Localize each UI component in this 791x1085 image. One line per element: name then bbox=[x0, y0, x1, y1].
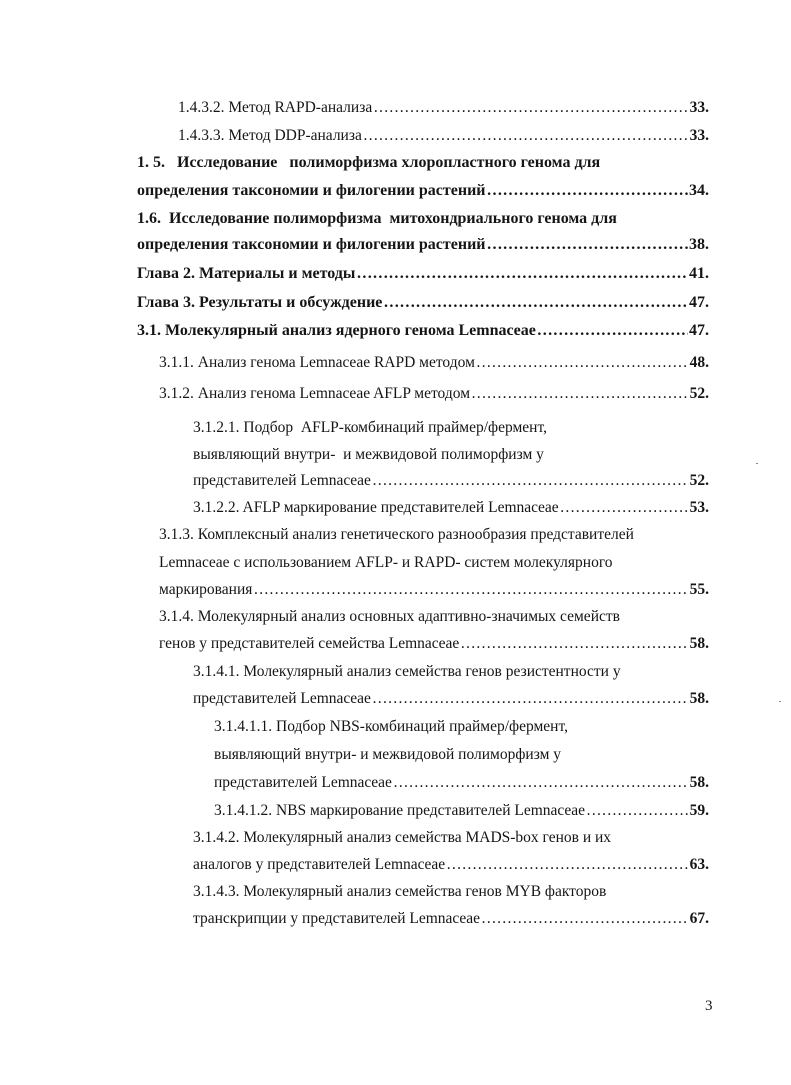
leader-dots bbox=[372, 689, 689, 709]
toc-page-ref: 47. bbox=[689, 322, 709, 339]
toc-page-ref: 67. bbox=[689, 910, 709, 927]
toc-page-ref: 59. bbox=[689, 802, 709, 819]
toc-entry-heading-line: 3.1.4.2. Молекулярный анализ семейства MADS-box генов и их bbox=[193, 829, 612, 846]
toc-entry-text: 1.4.3.2. Метод RAPD-анализа bbox=[178, 99, 373, 116]
toc-entry-heading-line: 3.1.4.3. Молекулярный анализ семейства генов MYB факторов bbox=[193, 883, 607, 900]
toc-page-ref: 41. bbox=[689, 265, 709, 282]
toc-page-ref: 52. bbox=[689, 472, 709, 489]
toc-entry bbox=[193, 909, 709, 929]
toc-entry-text: представителей Lemnaceae bbox=[193, 690, 371, 707]
toc-page-ref: 58. bbox=[689, 774, 709, 791]
toc-entry-text: аналогов у представителей Lemnaceae bbox=[193, 856, 446, 873]
leader-dots bbox=[383, 293, 688, 313]
leader-dots bbox=[393, 773, 689, 793]
toc-entry bbox=[214, 773, 709, 793]
toc-entry-text: 3.1. Молекулярный анализ ядерного генома Lemnaceae bbox=[137, 322, 536, 339]
leader-dots bbox=[487, 181, 688, 201]
toc-entry-heading-line: выявляющий внутри- и межвидовой полиморфизм у bbox=[214, 746, 562, 763]
leader-dots bbox=[487, 235, 688, 255]
leader-dots bbox=[560, 498, 689, 518]
toc-entry-heading-line: выявляющий внутри- и межвидовой полиморфизм у bbox=[193, 446, 544, 463]
toc-entry-text: представителей Lemnaceae bbox=[214, 774, 392, 791]
toc-entry bbox=[137, 321, 709, 341]
toc-entry bbox=[159, 353, 709, 373]
toc-page-ref: 47. bbox=[689, 294, 709, 311]
toc-entry bbox=[137, 293, 709, 313]
toc-page-ref: 33. bbox=[689, 99, 709, 116]
toc-entry bbox=[159, 634, 709, 654]
toc-page-ref: 58. bbox=[689, 635, 709, 652]
leader-dots bbox=[537, 321, 688, 341]
toc-entry bbox=[159, 384, 709, 404]
toc-entry-text: транскрипции у представителей Lemnaceae bbox=[193, 910, 480, 927]
toc-page-ref: 63. bbox=[689, 856, 709, 873]
toc-entry-heading-line: 1. 5. Исследование полиморфизма хлоропластного генома для bbox=[137, 154, 601, 171]
toc-entry-text: 3.1.2. Анализ генома Lemnaceae AFLP методом bbox=[159, 385, 471, 402]
toc-entry-heading-line: 3.1.4.1.1. Подбор NBS-комбинаций праймер/фермент, bbox=[214, 718, 568, 735]
toc-entry-heading-line: Lemnaceae с использованием AFLP- и RAPD- систем молекулярного bbox=[159, 554, 613, 571]
toc-entry bbox=[137, 235, 709, 255]
toc-entry bbox=[193, 471, 709, 491]
toc-entry bbox=[137, 181, 709, 201]
toc-entry-heading-line: 3.1.3. Комплексный анализ генетического разнообразия представителей bbox=[159, 526, 634, 543]
leader-dots bbox=[586, 801, 689, 821]
toc-entry bbox=[178, 98, 709, 118]
toc-entry bbox=[193, 855, 709, 875]
toc-entry-text: генов у представителей семейства Lemnaceae bbox=[159, 635, 460, 652]
toc-page-ref: 53. bbox=[689, 499, 709, 516]
leader-dots bbox=[253, 580, 688, 600]
toc-entry-text: определения таксономии и филогении растений bbox=[137, 182, 486, 199]
toc-page-ref: 48. bbox=[689, 354, 709, 371]
toc-entry bbox=[159, 580, 709, 600]
toc-page-ref: 33. bbox=[689, 127, 709, 144]
toc-page-ref: 55. bbox=[689, 581, 709, 598]
toc-entry bbox=[214, 801, 709, 821]
toc-entry bbox=[137, 264, 709, 284]
leader-dots bbox=[446, 855, 688, 875]
scan-speck bbox=[779, 701, 781, 702]
toc-entry-heading-line: 3.1.4. Молекулярный анализ основных адаптивно-значимых семейств bbox=[159, 608, 620, 625]
toc-entry-heading-line: 1.6. Исследование полиморфизма митохондриального генома для bbox=[137, 210, 617, 227]
toc-entry-text: определения таксономии и филогении растений bbox=[137, 236, 486, 253]
toc-entry-text: Глава 3. Результаты и обсуждение bbox=[137, 294, 383, 311]
toc-entry-heading-line: 3.1.2.1. Подбор AFLP-комбинаций праймер/фермент, bbox=[193, 419, 547, 436]
leader-dots bbox=[460, 634, 688, 654]
leader-dots bbox=[373, 98, 688, 118]
leader-dots bbox=[476, 353, 689, 373]
leader-dots bbox=[363, 126, 689, 146]
leader-dots bbox=[356, 264, 688, 284]
toc-page-ref: 38. bbox=[689, 236, 709, 253]
toc-entry-text: маркирования bbox=[159, 581, 253, 598]
toc-entry bbox=[178, 126, 709, 146]
toc-entry-text: 3.1.4.1.2. NBS маркирование представителей Lemnaceae bbox=[214, 802, 585, 819]
toc-page-ref: 58. bbox=[689, 690, 709, 707]
scan-speck bbox=[756, 463, 758, 464]
toc-page-ref: 52. bbox=[689, 385, 709, 402]
toc-page-ref: 34. bbox=[689, 182, 709, 199]
toc-entry-text: 3.1.2.2. AFLP маркирование представителей Lemnaceae bbox=[193, 499, 559, 516]
leader-dots bbox=[471, 384, 689, 404]
leader-dots bbox=[372, 471, 689, 491]
page-number: 3 bbox=[705, 998, 713, 1014]
toc-entry-text: Глава 2. Материалы и методы bbox=[137, 265, 356, 282]
toc-entry-text: 1.4.3.3. Метод DDP-анализа bbox=[178, 127, 362, 144]
toc-entry bbox=[193, 689, 709, 709]
toc-entry bbox=[193, 498, 709, 518]
leader-dots bbox=[481, 909, 689, 929]
toc-entry-text: представителей Lemnaceae bbox=[193, 472, 371, 489]
toc-entry-text: 3.1.1. Анализ генома Lemnaceae RAPD методом bbox=[159, 354, 475, 371]
toc-entry-heading-line: 3.1.4.1. Молекулярный анализ семейства генов резистентности у bbox=[193, 663, 621, 680]
